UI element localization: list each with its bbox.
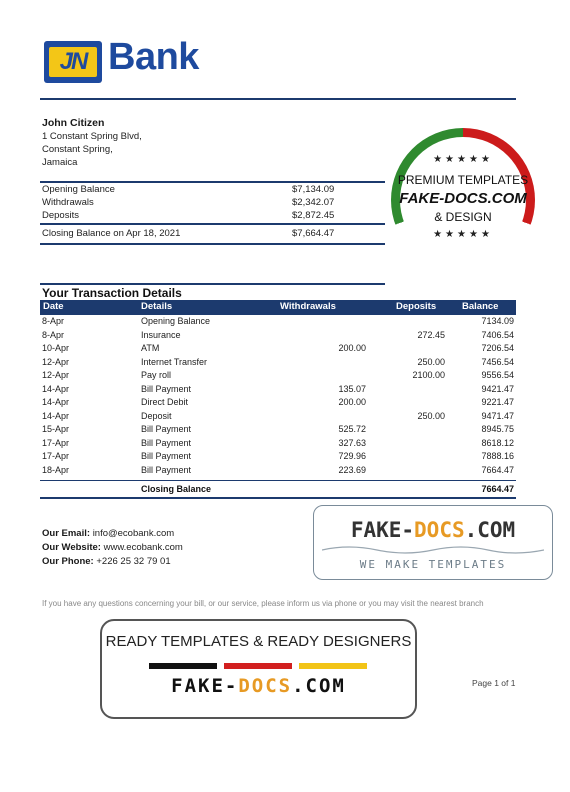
cell-balance: 9471.47 — [481, 410, 514, 421]
opening-balance-value: $7,134.09 — [292, 184, 335, 195]
cell-balance: 7456.54 — [481, 356, 514, 367]
withdrawals-value: $2,342.07 — [292, 197, 335, 208]
cell-date: 14-Apr — [42, 397, 70, 407]
cell-balance: 7888.16 — [481, 451, 514, 461]
cell-date: 18-Apr — [42, 464, 70, 475]
page-number: Page 1 of 1 — [472, 678, 516, 688]
cell-date: 14-Apr — [42, 383, 70, 394]
cell-date: 17-Apr — [42, 437, 70, 448]
table-row — [40, 397, 516, 411]
closing-top-rule — [40, 480, 516, 481]
cell-deposit: 250.00 — [417, 356, 445, 367]
bank-logo-mark — [44, 41, 102, 83]
opening-balance-label: Opening Balance — [42, 184, 115, 195]
brand-part-c: .COM — [464, 518, 516, 542]
cell-date: 12-Apr — [42, 356, 70, 367]
table-row — [40, 370, 516, 384]
cell-withdrawal: 223.69 — [338, 464, 366, 475]
brand2-part-a: FAKE- — [171, 675, 239, 697]
cell-withdrawal: 525.72 — [338, 424, 366, 434]
cell-withdrawal: 327.63 — [338, 437, 366, 448]
header-divider — [40, 98, 516, 100]
seal-line-2: FAKE-DOCS.COM — [399, 190, 527, 207]
cell-balance: 9556.54 — [481, 370, 514, 380]
cell-details: Direct Debit — [141, 397, 189, 407]
transactions-table-header — [40, 300, 516, 315]
phone-label: Our Phone: — [42, 556, 94, 567]
deposits-label: Deposits — [42, 210, 79, 221]
cell-balance: 8618.12 — [481, 437, 514, 448]
transactions-top-rule — [40, 283, 385, 285]
cell-details: ATM — [141, 343, 160, 353]
table-closing-value: 7664.47 — [481, 484, 514, 494]
cell-withdrawal: 200.00 — [338, 397, 366, 407]
header-deposits: Deposits — [396, 301, 437, 312]
cell-details: Bill Payment — [141, 437, 192, 448]
email-label: Our Email: — [42, 528, 91, 539]
cell-date: 15-Apr — [42, 424, 70, 434]
cell-date: 14-Apr — [42, 410, 70, 421]
header-details: Details — [141, 301, 173, 312]
header-balance: Balance — [462, 301, 499, 312]
cell-withdrawal: 200.00 — [338, 343, 366, 353]
contact-email — [42, 528, 174, 539]
cell-deposit: 2100.00 — [412, 370, 445, 380]
cell-balance: 7134.09 — [481, 316, 514, 326]
summary-mid-rule — [40, 223, 385, 225]
seal-stars-top: ★★★★★ — [433, 154, 493, 165]
address-line-1: 1 Constant Spring Blvd, — [42, 131, 142, 142]
table-row — [40, 465, 516, 479]
brand-part-a: FAKE- — [350, 518, 415, 542]
table-row — [40, 316, 516, 330]
cell-details: Bill Payment — [141, 424, 192, 434]
website-label: Our Website: — [42, 542, 101, 553]
table-row — [40, 343, 516, 357]
watermark-seal — [391, 128, 535, 272]
brand2-part-c: .COM — [292, 675, 346, 697]
footer-note: If you have any questions concerning your bill, or our service, please inform us via phone or you may visit the nearest branch — [42, 599, 484, 608]
address-line-3: Jamaica — [42, 157, 78, 168]
watermark-banner-bottom — [100, 619, 417, 719]
cell-details: Insurance — [141, 329, 181, 340]
cell-details: Bill Payment — [141, 464, 192, 475]
cell-balance: 7664.47 — [481, 464, 514, 475]
transactions-title: Your Transaction Details — [42, 286, 182, 300]
bank-logo-name: Bank — [108, 36, 199, 78]
wave-decoration — [322, 544, 544, 556]
cell-date: 8-Apr — [42, 329, 65, 340]
watermark-banner-top — [313, 505, 553, 580]
watermark-banner-title: READY TEMPLATES & READY DESIGNERS — [105, 633, 412, 650]
cell-deposit: 250.00 — [417, 410, 445, 421]
email-value: info@ecobank.com — [92, 528, 175, 539]
stripe-red — [224, 663, 292, 669]
table-row — [40, 411, 516, 425]
cell-date: 17-Apr — [42, 451, 70, 461]
summary-top-rule — [40, 181, 385, 183]
summary-bottom-rule — [40, 243, 385, 245]
cell-details: Deposit — [141, 410, 172, 421]
closing-bottom-rule — [40, 497, 516, 499]
cell-details: Bill Payment — [141, 451, 192, 461]
watermark-tagline: WE MAKE TEMPLATES — [359, 558, 507, 571]
cell-details: Internet Transfer — [141, 356, 208, 367]
seal-stars-bottom: ★★★★★ — [433, 229, 493, 240]
contact-website — [42, 542, 183, 553]
logo-mark-text: JN — [49, 47, 97, 77]
deposits-value: $2,872.45 — [292, 210, 335, 221]
watermark-banner-brand — [102, 675, 415, 697]
address-line-2: Constant Spring, — [42, 144, 113, 155]
watermark-brand — [314, 518, 552, 542]
contact-phone — [42, 556, 171, 567]
table-row — [40, 451, 516, 465]
watermark-seal-inner — [397, 137, 529, 263]
stripe-gold — [299, 663, 367, 669]
cell-balance: 7406.54 — [481, 329, 514, 340]
header-date: Date — [43, 301, 64, 312]
cell-balance: 9421.47 — [481, 383, 514, 394]
header-withdrawals: Withdrawals — [280, 301, 336, 312]
cell-details: Pay roll — [141, 370, 172, 380]
cell-date: 10-Apr — [42, 343, 70, 353]
cell-details: Opening Balance — [141, 316, 211, 326]
table-row — [40, 424, 516, 438]
brand2-part-b: DOCS — [238, 675, 293, 697]
withdrawals-label: Withdrawals — [42, 197, 94, 208]
stripe-black — [149, 663, 217, 669]
cell-balance: 9221.47 — [481, 397, 514, 407]
cell-date: 8-Apr — [42, 316, 65, 326]
table-row — [40, 438, 516, 452]
cell-details: Bill Payment — [141, 383, 192, 394]
cell-deposit: 272.45 — [417, 329, 445, 340]
brand-part-b: DOCS — [414, 518, 465, 542]
cell-balance: 7206.54 — [481, 343, 514, 353]
website-value: www.ecobank.com — [103, 542, 183, 553]
phone-value: +226 25 32 79 01 — [96, 556, 171, 567]
closing-balance-value: $7,664.47 — [292, 228, 335, 239]
cell-balance: 8945.75 — [481, 424, 514, 434]
table-closing-label: Closing Balance — [141, 484, 212, 494]
table-row — [40, 357, 516, 371]
seal-line-3: & DESIGN — [434, 210, 492, 224]
cell-withdrawal: 729.96 — [338, 451, 366, 461]
cell-withdrawal: 135.07 — [338, 383, 366, 394]
table-row — [40, 330, 516, 344]
customer-name: John Citizen — [42, 117, 105, 129]
seal-line-1: PREMIUM TEMPLATES — [397, 173, 529, 187]
cell-date: 12-Apr — [42, 370, 70, 380]
table-row — [40, 384, 516, 398]
closing-balance-label: Closing Balance on Apr 18, 2021 — [42, 228, 181, 239]
